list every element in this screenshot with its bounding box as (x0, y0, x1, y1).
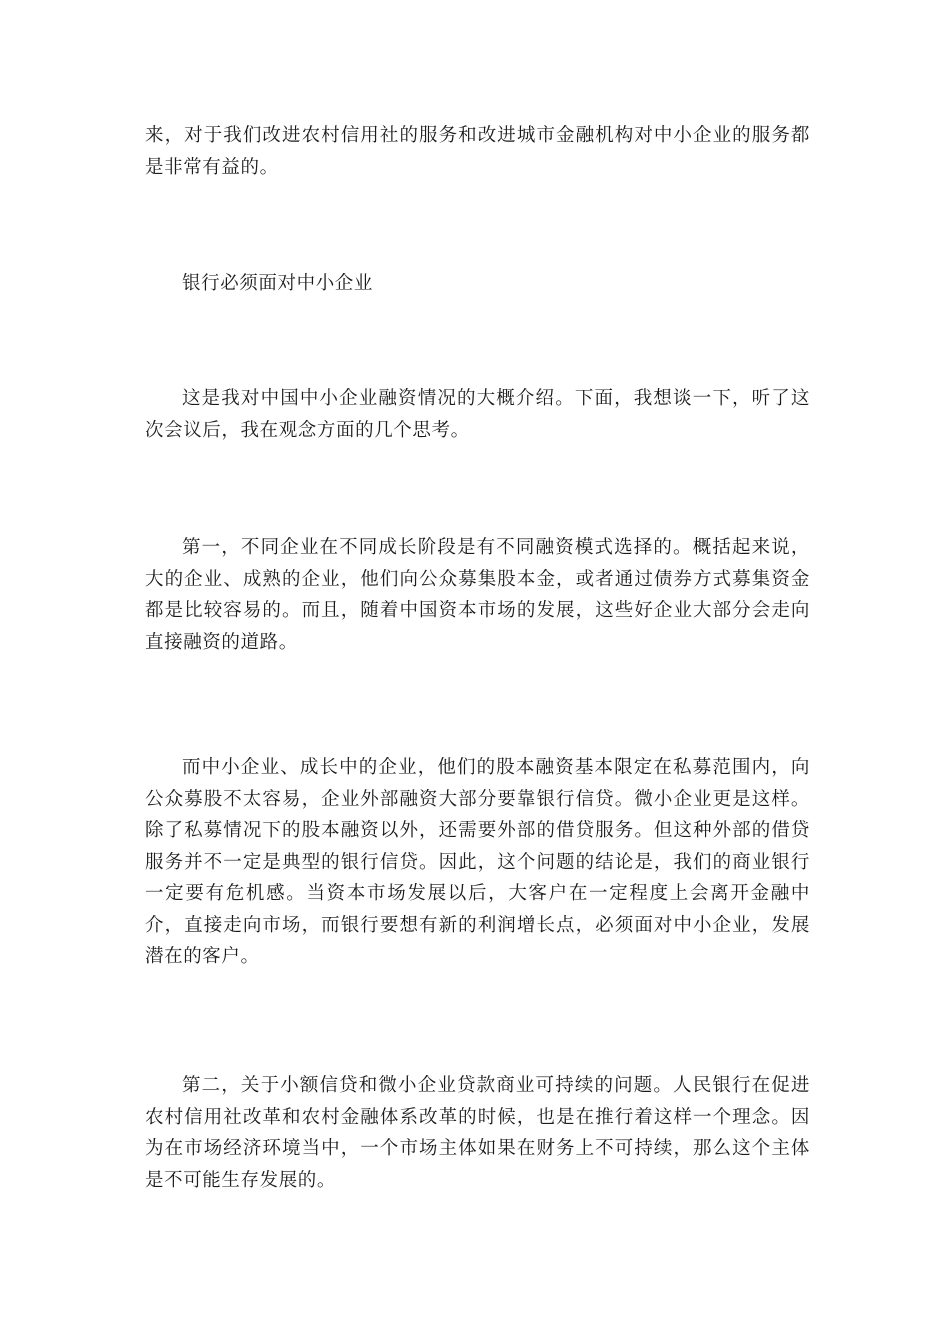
paragraph-continuation: 来，对于我们改进农村信用社的服务和改进城市金融机构对中小企业的服务都是非常有益的。 (145, 125, 810, 178)
paragraph-intro: 这是我对中国中小企业融资情况的大概介绍。下面，我想谈一下，听了这次会议后，我在观念方面的几个思考。 (145, 388, 810, 441)
section-heading: 银行必须面对中小企业 (182, 273, 374, 294)
paragraph-first-point: 第一，不同企业在不同成长阶段是有不同融资模式选择的。概括起来说，大的企业、成熟的企业，他们向公众募集股本金，或者通过债券方式募集资金都是比较容易的。而且，随着中国资本市场的发展，这些好企业大部分会走向直接融资的道路。 (145, 537, 810, 653)
paragraph-second-point: 第二，关于小额信贷和微小企业贷款商业可持续的问题。人民银行在促进农村信用社改革和农村金融体系改革的时候，也是在推行着这样一个理念。因为在市场经济环境当中，一个市场主体如果在财务上不可持续，那么这个主体是不可能生存发展的。 (145, 1075, 810, 1191)
paragraph-sme-financing: 而中小企业、成长中的企业，他们的股本融资基本限定在私募范围内，向公众募股不太容易，企业外部融资大部分要靠银行信贷。微小企业更是这样。除了私募情况下的股本融资以外，还需要外部的借贷服务。但这种外部的借贷服务并不一定是典型的银行信贷。因此，这个问题的结论是，我们的商业银行一定要有危机感。当资本市场发展以后，大客户在一定程度上会离开金融中介，直接走向市场，而银行要想有新的利润增长点，必须面对中小企业，发展潜在的客户。 (145, 757, 810, 967)
